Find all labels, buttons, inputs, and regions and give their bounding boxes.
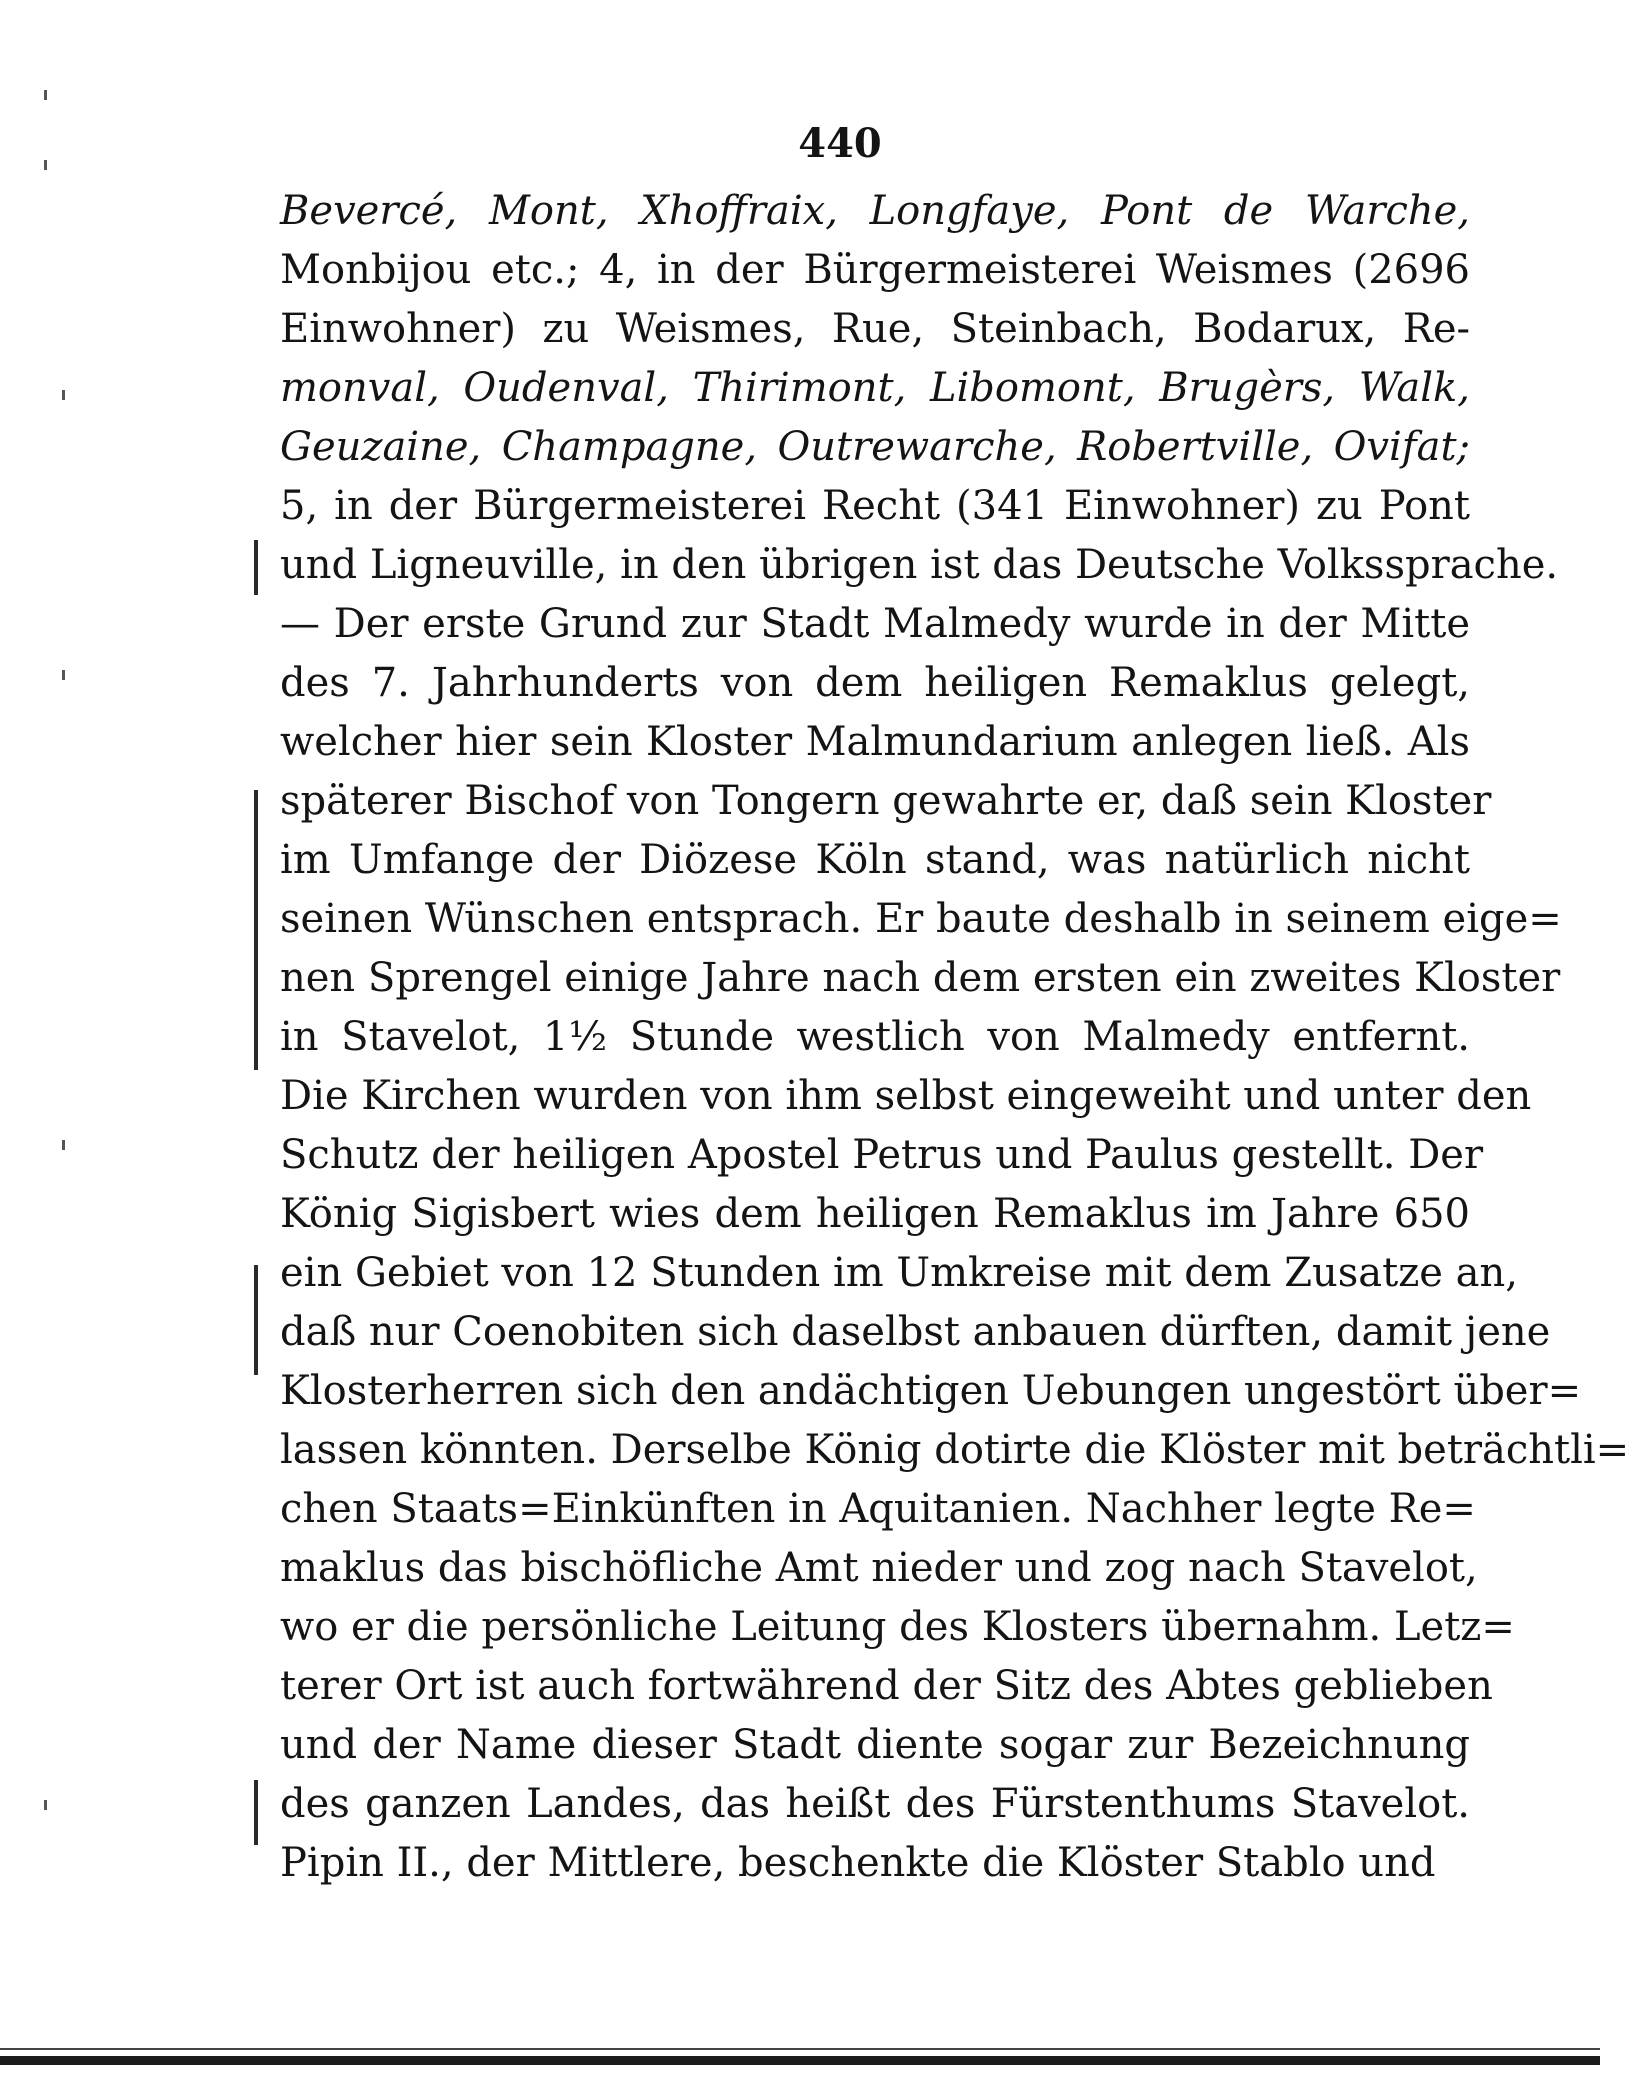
scan-edge-line [0, 2048, 1600, 2050]
margin-dot [62, 670, 65, 680]
text-line: Einwohner) zu Weismes, Rue, Steinbach, Bodarux, Re- [280, 306, 1470, 352]
text-line: welcher hier sein Kloster Malmundarium anlegen ließ. Als [280, 719, 1470, 765]
text-line: monval, Oudenval, Thirimont, Libomont, Brugèrs, Walk, [280, 365, 1470, 411]
text-line: Bevercé, Mont, Xhoffraix, Longfaye, Pont de Warche, [280, 188, 1470, 234]
text-line: seinen Wünschen entsprach. Er baute deshalb in seinem eige= [280, 896, 1562, 942]
text-line: des ganzen Landes, das heißt des Fürstenthums Stavelot. [280, 1781, 1470, 1827]
text-line: chen Staats=Einkünften in Aquitanien. Nachher legte Re= [280, 1486, 1476, 1532]
scan-bottom-edge [0, 2056, 1600, 2065]
text-line: Die Kirchen wurden von ihm selbst eingeweiht und unter den [280, 1073, 1532, 1119]
text-line: nen Sprengel einige Jahre nach dem ersten ein zweites Kloster [280, 955, 1561, 1001]
margin-dot [62, 390, 65, 400]
text-line: Klosterherren sich den andächtigen Uebungen ungestört über= [280, 1368, 1582, 1414]
text-line: terer Ort ist auch fortwährend der Sitz des Abtes geblieben [280, 1663, 1493, 1709]
text-line: späterer Bischof von Tongern gewahrte er, daß sein Kloster [280, 778, 1492, 824]
margin-dot [44, 160, 47, 170]
text-line: König Sigisbert wies dem heiligen Remaklus im Jahre 650 [280, 1191, 1470, 1237]
margin-mark [254, 1780, 258, 1845]
text-line: und der Name dieser Stadt diente sogar zur Bezeichnung [280, 1722, 1470, 1768]
margin-dot [62, 1140, 65, 1150]
body-text [280, 182, 1629, 1893]
text-line: ein Gebiet von 12 Stunden im Umkreise mit dem Zusatze an, [280, 1250, 1518, 1296]
margin-dot [44, 90, 47, 100]
text-line: lassen könnten. Derselbe König dotirte die Klöster mit beträchtli= [280, 1427, 1629, 1473]
text-line: wo er die persönliche Leitung des Klosters übernahm. Letz= [280, 1604, 1515, 1650]
text-line: des 7. Jahrhunderts von dem heiligen Remaklus gelegt, [280, 660, 1470, 706]
text-line: und Ligneuville, in den übrigen ist das Deutsche Volkssprache. [280, 542, 1559, 588]
margin-mark [254, 1265, 258, 1375]
text-line: 5, in der Bürgermeisterei Recht (341 Einwohner) zu Pont [280, 483, 1470, 529]
margin-dot [44, 1800, 47, 1810]
text-line: Monbijou etc.; 4, in der Bürgermeisterei Weismes (2696 [280, 247, 1470, 293]
page-number: 440 [798, 120, 882, 167]
text-line: Schutz der heiligen Apostel Petrus und Paulus gestellt. Der [280, 1132, 1484, 1178]
text-line: im Umfange der Diözese Köln stand, was natürlich nicht [280, 837, 1470, 883]
text-line: Geuzaine, Champagne, Outrewarche, Robertville, Ovifat; [280, 424, 1470, 470]
margin-mark [254, 790, 258, 1070]
text-line: Pipin II., der Mittlere, beschenkte die Klöster Stablo und [280, 1840, 1436, 1886]
margin-mark [254, 540, 258, 595]
text-line: — Der erste Grund zur Stadt Malmedy wurde in der Mitte [280, 601, 1470, 647]
text-line: maklus das bischöfliche Amt nieder und zog nach Stavelot, [280, 1545, 1478, 1591]
text-line: daß nur Coenobiten sich daselbst anbauen dürften, damit jene [280, 1309, 1551, 1355]
text-line: in Stavelot, 1½ Stunde westlich von Malmedy entfernt. [280, 1014, 1470, 1060]
